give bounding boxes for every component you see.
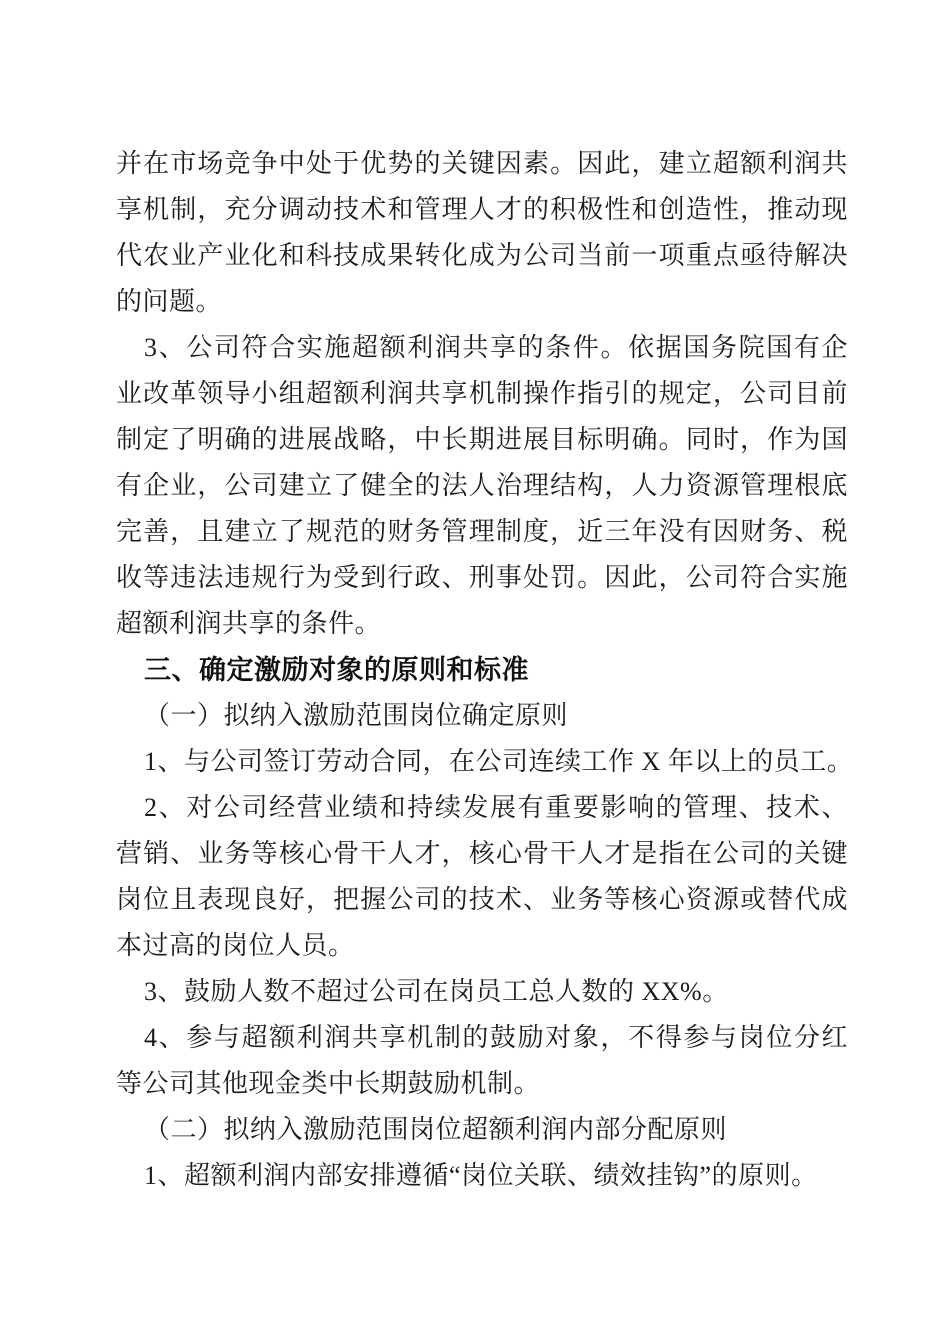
paragraph-line: 本过高的岗位人员。 [116, 931, 355, 960]
list-item-line: 3、公司符合实施超额利润共享的条件。依据国务院国有企 [144, 333, 848, 362]
paragraph-line: 完善，且建立了规范的财务管理制度，近三年没有因财务、税 [116, 517, 848, 546]
subsection-heading-1: （一）拟纳入激励范围岗位确定原则 [144, 701, 569, 730]
list-item-line: 3、鼓励人数不超过公司在岗员工总人数的 XX%。 [144, 977, 729, 1006]
list-item-line: 1、超额利润内部安排遵循“岗位关联、绩效挂钩”的原则。 [144, 1161, 818, 1190]
paragraph-line: 业改革领导小组超额利润共享机制操作指引的规定，公司目前 [116, 379, 848, 408]
paragraph-line: 等公司其他现金类中长期鼓励机制。 [116, 1069, 541, 1098]
paragraph-line: 超额利润共享的条件。 [116, 609, 382, 638]
text-block [116, 141, 854, 1199]
subsection-heading-2: （二）拟纳入激励范围岗位超额利润内部分配原则 [144, 1115, 728, 1144]
list-item-line: 1、与公司签订劳动合同，在公司连续工作 X 年以上的员工。 [144, 747, 854, 776]
paragraph-line: 代农业产业化和科技成果转化成为公司当前一项重点亟待解决 [116, 241, 848, 270]
list-item-line: 2、对公司经营业绩和持续发展有重要影响的管理、技术、 [144, 793, 848, 822]
paragraph-line: 收等违法违规行为受到行政、刑事处罚。因此，公司符合实施 [116, 563, 848, 592]
paragraph-line: 营销、业务等核心骨干人才，核心骨干人才是指在公司的关键 [116, 839, 848, 868]
paragraph-line: 的问题。 [116, 287, 223, 316]
paragraph-line: 制定了明确的进展战略，中长期进展目标明确。同时，作为国 [116, 425, 848, 454]
list-item-line: 4、参与超额利润共享机制的鼓励对象，不得参与岗位分红 [144, 1023, 848, 1052]
paragraph-line: 并在市场竞争中处于优势的关键因素。因此，建立超额利润共 [116, 149, 848, 178]
section-heading-3: 三、确定激励对象的原则和标准 [144, 655, 529, 685]
paragraph-line: 岗位且表现良好，把握公司的技术、业务等核心资源或替代成 [116, 885, 848, 914]
paragraph-line: 享机制，充分调动技术和管理人才的积极性和创造性，推动现 [116, 195, 848, 224]
paragraph-line: 有企业，公司建立了健全的法人治理结构，人力资源管理根底 [116, 471, 848, 500]
